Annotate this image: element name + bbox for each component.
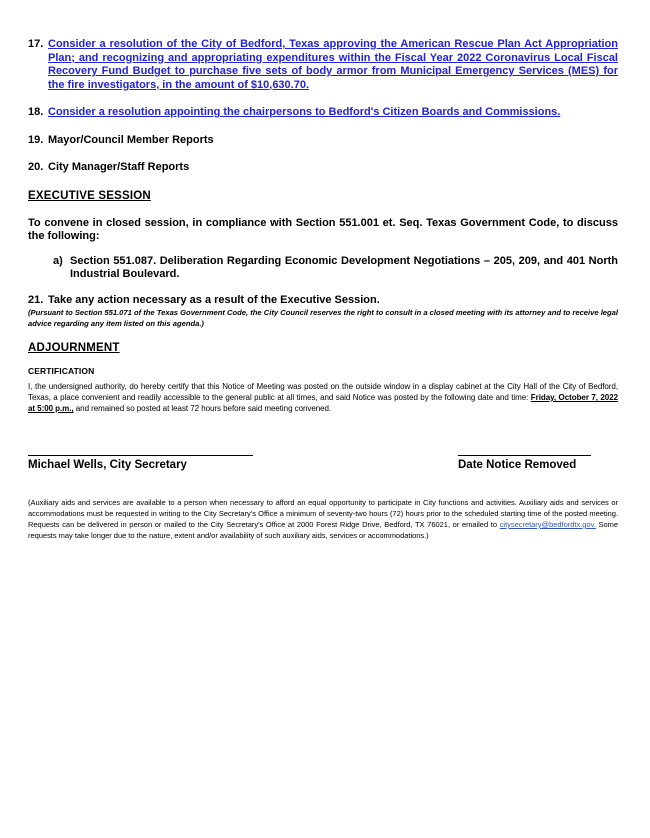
accessibility-text-after-email: Some requests may take longer due to the nature, extent and/or availability of such auxiliary aids, services or accommodations.) [28, 520, 619, 540]
agenda-item-19-text: Mayor/Council Member Reports [48, 133, 214, 146]
secretary-signature-area [28, 455, 253, 472]
agenda-item-18 [28, 106, 618, 120]
agenda-item-21 [28, 294, 618, 308]
item-21-number: 21. [28, 293, 44, 306]
certification-text-after-date: and remained so posted at least 72 hours before said meeting convened. [73, 404, 332, 413]
date-removed-label: Date Notice Removed [458, 459, 577, 471]
accessibility-note [28, 497, 618, 541]
certification-paragraph [28, 381, 618, 414]
agenda-item-19 [28, 134, 618, 148]
pursuant-note: (Pursuant to Section 551.071 of the Texas Government Code, the City Council reserves the right to consult in a closed meeting with its attorney and to receive legal advice regarding any item listed on this agenda.) [28, 308, 618, 328]
agenda-item-21-text: Take any action necessary as a result of the Executive Session. [48, 293, 380, 306]
secretary-email-link[interactable]: citysecretary@bedfordtx.gov. [499, 520, 596, 529]
item-18-number: 18. [28, 106, 44, 118]
agenda-item-17 [28, 38, 618, 92]
date-removed-area [458, 455, 591, 472]
certification-text-before-date: I, the undersigned authority, do hereby certify that this Notice of Meeting was posted on the outside window in a display cabinet at the City Hall of the City of Bedford, Texas, a place convenient and readily accessible to the general public at all times, and said Notice was posted by the following date and time: [28, 382, 618, 402]
accessibility-text-before-email: (Auxiliary aids and services are available to a person when necessary to afford an equal opportunity to participate in City functions and activities. Auxiliary aids and services or accommodations must be requested in writing to the City Secretary's Office a minimum of seventy-two hours (72) hours prior to the scheduled starting time of the posted meeting. Requests can be delivered in person or mailed to the City Secretary's Office at 2000 Forest Ridge Drive, Bedford, TX 76021, or emailed to [28, 498, 618, 529]
item-20-number: 20. [28, 161, 44, 173]
executive-session-item-a [28, 255, 618, 282]
certification-heading: CERTIFICATION [28, 366, 95, 376]
signature-block [28, 455, 618, 487]
agenda-item-17-link[interactable]: Consider a resolution of the City of Bedford, Texas approving the American Rescue Plan Act Appropriation Plan; and recognizing and appropriating expenditures within the Fiscal Year 2022 Coronavirus Local Fiscal Recovery Fund Budget to purchase five sets of body armor from Municipal Emergency Services (MES) for the fire investigators, in the amount of $10,630.70. [48, 38, 618, 91]
agenda-item-18-link[interactable]: Consider a resolution appointing the chairpersons to Bedford's Citizen Boards and Commissions. [48, 106, 561, 118]
item-a-text: Section 551.087. Deliberation Regarding Economic Development Negotiations – 205, 209, and 401 North Industrial Boulevard. [70, 254, 618, 280]
adjournment-heading: ADJOURNMENT [28, 342, 120, 354]
executive-session-heading: EXECUTIVE SESSION [28, 189, 151, 202]
item-a-marker: a) [53, 254, 63, 267]
secretary-name: Michael Wells, City Secretary [28, 459, 187, 471]
item-17-number: 17. [28, 38, 44, 50]
executive-session-intro: To convene in closed session, in compliance with Section 551.001 et. Seq. Texas Government Code, to discuss the following: [28, 216, 618, 242]
item-19-number: 19. [28, 133, 44, 146]
agenda-item-20 [28, 161, 618, 175]
agenda-item-20-text: City Manager/Staff Reports [48, 161, 190, 173]
posting-datetime: Friday, October 7, 2022 at 5:00 p.m., [28, 393, 618, 413]
